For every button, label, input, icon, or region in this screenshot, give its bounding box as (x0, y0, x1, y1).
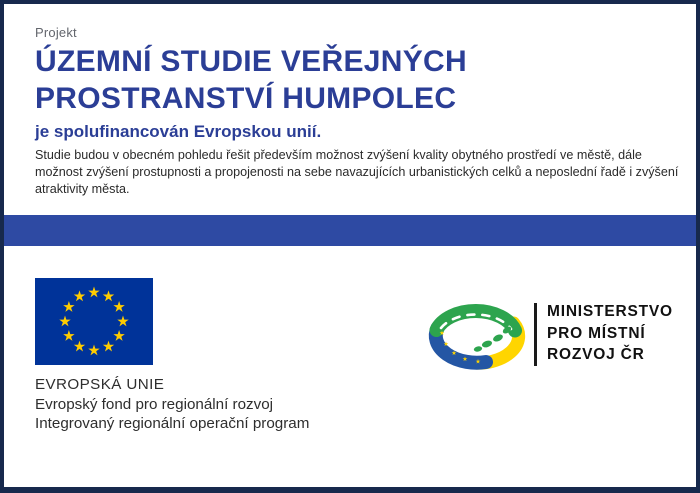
ministry-divider (534, 303, 537, 366)
project-description: Studie budou v obecném pohledu řešit především možnost zvýšení kvality obytného prostředí ve městě, dále možnost zvýšení prostupnosti a propojenosti na sebe navazujících urbanistických celků a neposlední řadě i zvýšení atraktivity města. (35, 148, 679, 196)
eu-name: EVROPSKÁ UNIE (35, 376, 165, 393)
page-title (35, 43, 467, 117)
page-title-line1: ÚZEMNÍ STUDIE VEŘEJNÝCH (35, 45, 467, 78)
cofinance-subtitle: je spolufinancován Evropskou unií. (35, 122, 322, 141)
ministry-logo-icon (427, 299, 531, 373)
blue-divider-bar (4, 215, 696, 246)
ministry-name (547, 301, 673, 366)
project-label: Projekt (35, 25, 77, 40)
page-title-line2: PROSTRANSTVÍ HUMPOLEC (35, 82, 457, 115)
ministry-name-line2: PRO MÍSTNÍ (547, 324, 646, 342)
eu-flag-icon (35, 278, 153, 365)
eu-program: Integrovaný regionální operační program (35, 415, 310, 432)
ministry-name-line3: ROZVOJ ČR (547, 346, 645, 363)
ministry-name-line1: MINISTERSTVO (547, 303, 673, 320)
eu-funding-text (35, 375, 309, 434)
eu-fund: Evropský fond pro regionální rozvoj (35, 395, 274, 413)
